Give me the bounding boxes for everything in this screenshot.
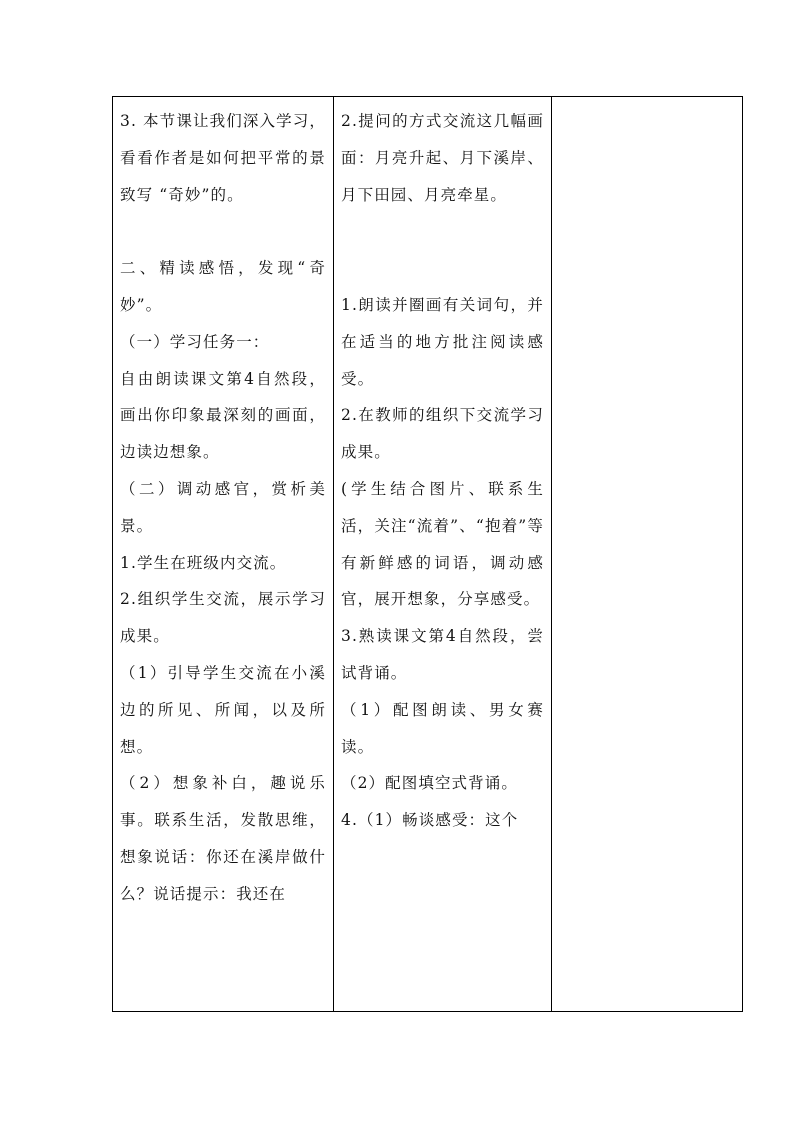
paragraph: （1）配图朗读、男女赛读。 <box>341 700 544 756</box>
paragraph: 自由朗读课文第4自然段，画出你印象最深刻的画面，边读边想象。 <box>120 369 326 462</box>
student-activity-cell <box>334 97 552 1012</box>
paragraph: 1.朗读并圈画有关词句，并在适当的地方批注阅读感受。 <box>341 295 544 388</box>
paragraph: 1.学生在班级内交流。 <box>120 553 287 572</box>
teacher-activity-cell <box>113 97 334 1012</box>
paragraph: （1）引导学生交流在小溪边的所见、所闻，以及所想。 <box>120 663 326 756</box>
paragraph: (学生结合图片、联系生活，关注“流着”、“抱着”等有新鲜感的词语，调动感官，展开想象，分享感受。 <box>341 479 544 609</box>
table-row <box>113 97 743 1012</box>
paragraph: 4.（1）畅谈感受：这个 <box>341 811 519 830</box>
spacer <box>120 213 326 250</box>
spacer <box>341 213 544 250</box>
paragraph: 3. 本节课让我们深入学习，看看作者是如何把平常的景致写 “奇妙”的。 <box>120 112 326 204</box>
section-heading: 二、精读感悟，发现“奇妙”。 <box>120 259 326 314</box>
paragraph: 3.熟读课文第4自然段，尝试背诵。 <box>341 627 544 682</box>
paragraph: （2）配图填空式背诵。 <box>341 774 518 793</box>
paragraph: 2.在教师的组织下交流学习成果。 <box>341 406 544 462</box>
paragraph: 2.组织学生交流，展示学习成果。 <box>120 590 326 646</box>
notes-cell <box>552 97 743 1012</box>
subsection-heading: （一）学习任务一： <box>120 332 270 351</box>
paragraph: 2.提问的方式交流这几幅画面：月亮升起、月下溪岸、月下田园、月亮牵星。 <box>341 112 544 204</box>
lesson-plan-table <box>112 96 743 1012</box>
paragraph: （2）想象补白，趣说乐事。联系生活，发散思维，想象说话：你还在溪岸做什么？说话提示：我还在 <box>120 774 326 903</box>
spacer <box>341 250 544 287</box>
subsection-heading: （二）调动感官，赏析美景。 <box>120 479 326 535</box>
